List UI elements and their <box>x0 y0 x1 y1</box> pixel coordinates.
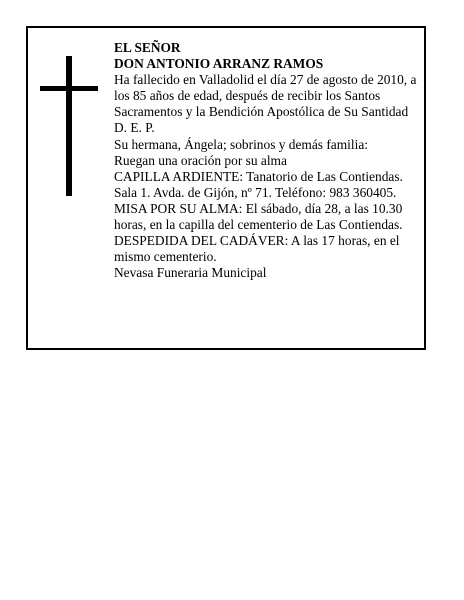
notice-text <box>114 40 418 281</box>
mass-info: MISA POR SU ALMA: El sábado, día 28, a las 10.30 horas, en la capilla del cementerio de Las Contiendas. <box>114 200 403 233</box>
funeral-home-name: Nevasa Funeraria Municipal <box>114 265 267 281</box>
prayer-request: Ruegan una oración por su alma <box>114 152 287 168</box>
cross-horizontal-bar <box>40 86 98 91</box>
farewell-info: DESPEDIDA DEL CADÁVER: A las 17 horas, en el mismo cementerio. <box>114 233 400 265</box>
obituary-notice <box>26 26 426 350</box>
cross-icon <box>40 56 98 196</box>
death-announcement: Ha fallecido en Valladolid el día 27 de agosto de 2010, a los 85 años de edad, después de recibir los Santos Sacramentos y la Bendición Apostólica de Su Santidad D. E. P. <box>114 72 417 136</box>
family-line: Su hermana, Ángela; sobrinos y demás familia: <box>114 136 368 152</box>
notice-title-honorific: EL SEÑOR <box>114 40 181 55</box>
funeral-chapel-info: CAPILLA ARDIENTE: Tanatorio de Las Contiendas. Sala 1. Avda. de Gijón, nº 71. Teléfono: 983 360405. <box>114 168 403 200</box>
deceased-name: DON ANTONIO ARRANZ RAMOS <box>114 56 324 72</box>
cross-vertical-bar <box>66 56 72 196</box>
